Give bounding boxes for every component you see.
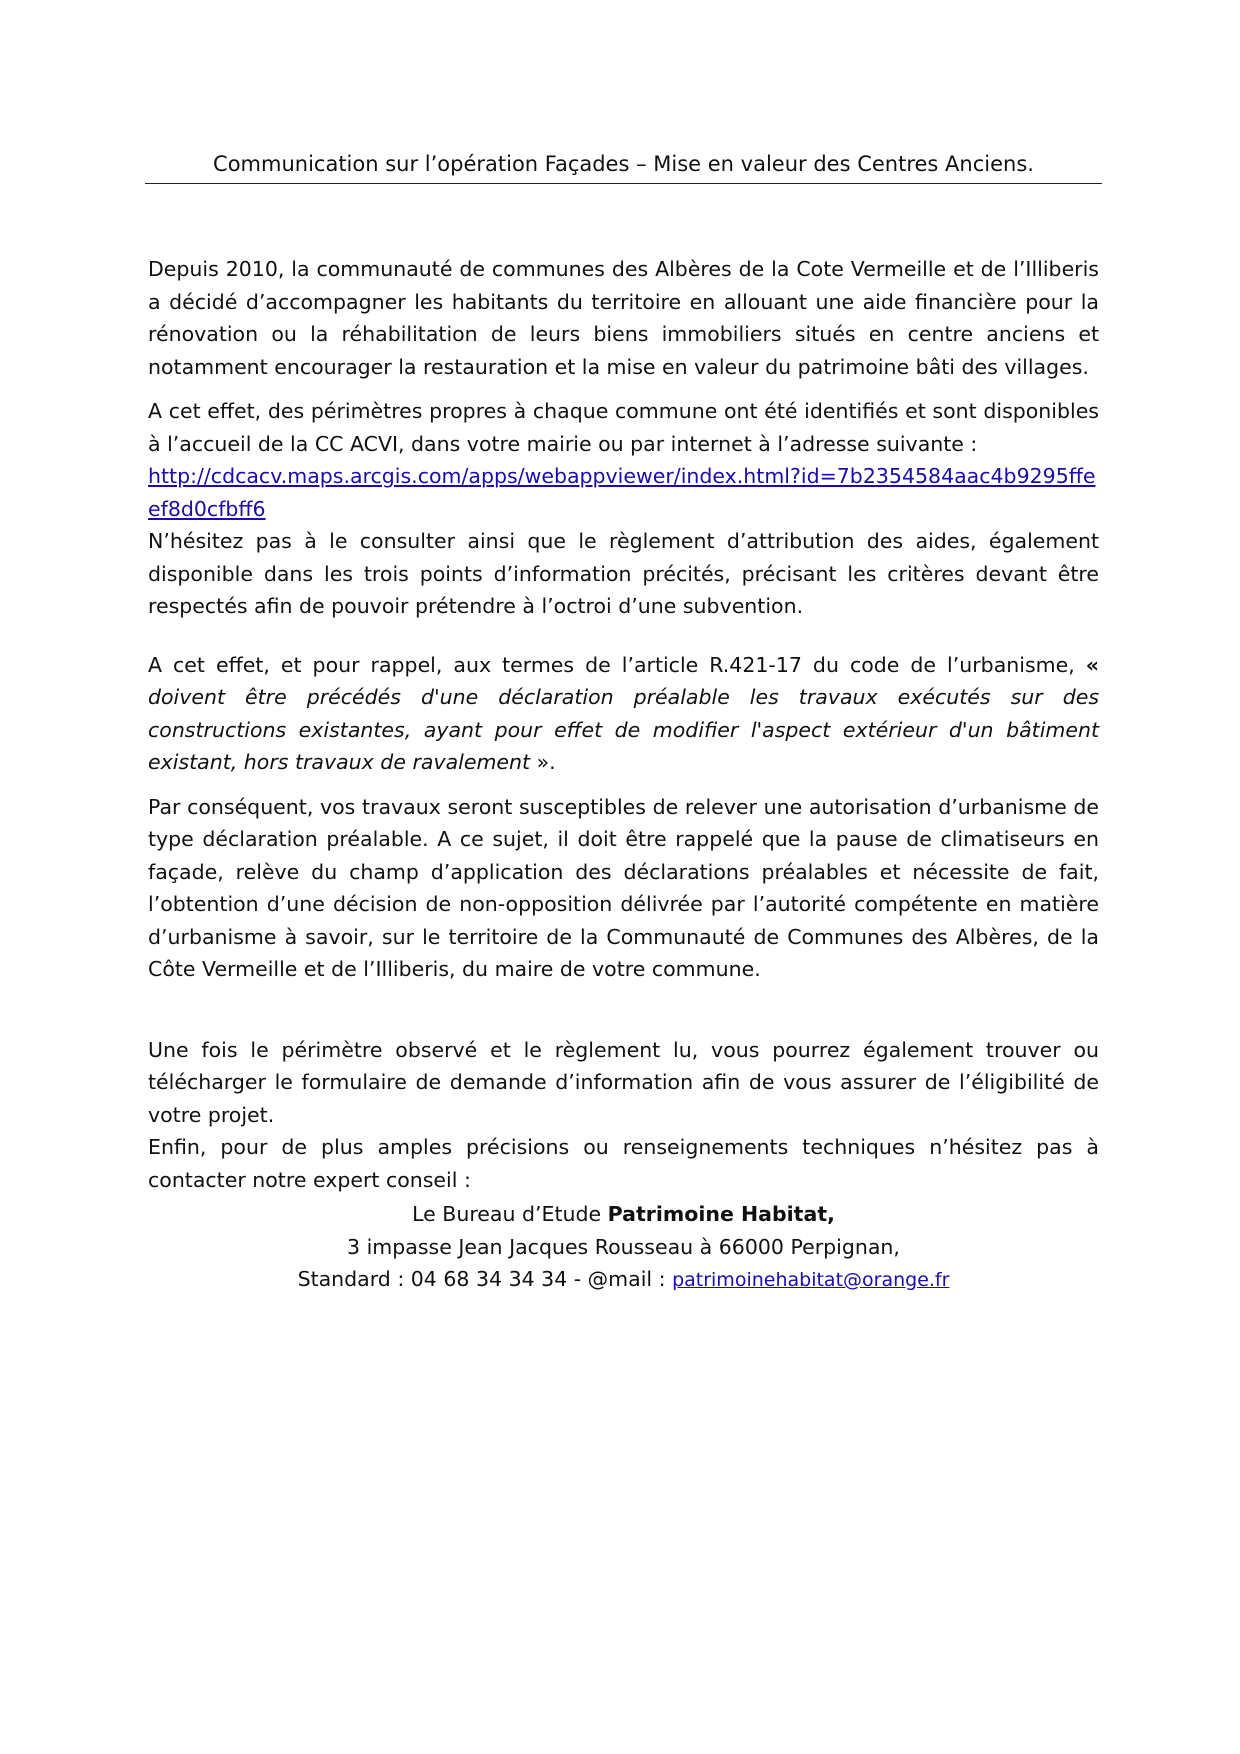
paragraph-intro: Depuis 2010, la communauté de communes des Albères de la Cote Vermeille et de l’Illiberis a décidé d’accompagner les habitants du territoire en allouant une aide financière pour la rénovation ou la réhabilitation de leurs biens immobiliers situés en centre anciens et notamment encourager la restauration et la mise en valeur du patrimoine bâti des villages. [148, 257, 1099, 379]
contact-line-bureau [148, 1198, 1099, 1231]
map-viewer-link[interactable]: http://cdcacv.maps.arcgis.com/apps/webappviewer/index.html?id=7b2354584aac4b9295ffeef8d0cfbff6 [148, 464, 1096, 521]
close-quote: ». [530, 750, 556, 774]
open-quote: « [1085, 652, 1099, 677]
title-divider [145, 183, 1102, 184]
bureau-name: Patrimoine Habitat, [607, 1202, 835, 1226]
paragraph-regulation [148, 649, 1099, 779]
perimeters-text: A cet effet, des périmètres propres à chaque commune ont été identifiés et sont disponibles à l’accueil de la CC ACVI, dans votre mairie ou par internet à l’adresse suivante : [148, 399, 1099, 456]
regulation-intro: A cet effet, et pour rappel, aux termes de l’article R.421-17 du code de l’urbanisme, [148, 652, 1075, 677]
email-link[interactable]: patrimoinehabitat@orange.fr [672, 1269, 950, 1291]
bureau-prefix: Le Bureau d’Etude [412, 1202, 608, 1226]
paragraph-consequences: Par conséquent, vos travaux seront susceptibles de relever une autorisation d’urbanisme de type déclaration préalable. A ce sujet, il doit être rappelé que la pause de climatiseurs en façade, relève du champ d’application des déclarations préalables et nécessite de fait, l’obtention d’une décision de non-opposition délivrée par l’autorité compétente en matière d’urbanisme à savoir, sur le territoire de la Communauté de Communes des Albères, de la Côte Vermeille et de l’Illiberis, du maire de votre commune. [148, 794, 1099, 981]
paragraph-perimeters [148, 395, 1099, 623]
consult-text: N’hésitez pas à le consulter ainsi que le règlement d’attribution des aides, également disponible dans les trois points d’information précités, précisant les critères devant être respectés afin de pouvoir prétendre à l’octroi d’une subvention. [148, 529, 1099, 618]
phone-prefix: Standard : 04 68 34 34 34 - @mail : [297, 1267, 673, 1291]
contact-line-address: 3 impasse Jean Jacques Rousseau à 66000 Perpignan, [347, 1234, 900, 1259]
document-title: Communication sur l’opération Façades – Mise en valeur des Centres Anciens. [213, 152, 1034, 176]
paragraph-expert: Enfin, pour de plus amples précisions ou renseignements techniques n’hésitez pas à contacter notre expert conseil : [148, 1135, 1099, 1192]
paragraph-form: Une fois le périmètre observé et le règlement lu, vous pourrez également trouver ou télécharger le formulaire de demande d’information afin de vous assurer de l’éligibilité de votre projet. [148, 1037, 1099, 1127]
contact-line-phone [148, 1263, 1099, 1297]
regulation-quote: doivent être précédés d'une déclaration préalable les travaux exécutés sur des constructions existantes, ayant pour effet de modifier l'aspect extérieur d'un bâtiment existant, hors travaux de ravalement [148, 685, 1099, 774]
contact-block [148, 1198, 1099, 1297]
document-body [148, 253, 1099, 1297]
